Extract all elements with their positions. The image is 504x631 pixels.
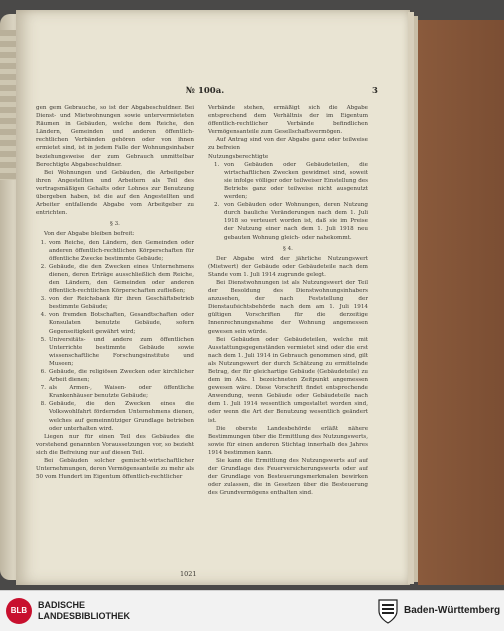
paragraph: Verbände stehen, ermäßigt sich die Abgabe entsprechend dem Verhältnis der im Eigentum öffentlich-rechtlicher Verbände befindlichen Vermögensanteile zum Gesellschaftsvermögen. <box>208 105 368 136</box>
list-item: 6. Gebäude, die religiösen Zwecken oder kirchlicher Arbeit dienen; <box>40 369 194 384</box>
page-number: 3 <box>372 86 378 96</box>
list-item: 8. Gebäude, die den Zwecken eines die Volkswohlfahrt fördernden Unternehmens dienen, welches auf gemeinnütziger Grundlage betrieben oder unterhalten wird. <box>40 401 194 432</box>
paragraph: Bei Wohnungen und Gebäuden, die Arbeitgeber ihren Angestellten und Arbeitern als Teil des vertragsmäßigen Gehalts oder Lohnes zur Benutzung übergeben haben, ist die auf den Angestellten und Arbeiter entfallende Abgabe vom Arbeitgeber zu entrichten. <box>36 169 194 217</box>
list-item: 2. Gebäude, die den Zwecken eines Unternehmens dienen, deren Erträge ausschließlich dem Reiche, den Ländern, den Gemeinden oder anderen öffentlich-rechtlichen Körperschaften zufließen; <box>40 263 194 295</box>
paragraph: Auf Antrag sind von der Abgabe ganz oder teilweise zu befreien <box>208 137 368 152</box>
list-item: 4. von fremden Botschaften, Gesandtschaften oder Konsulaten benutzte Gebäude, sofern Gegenseitigkeit gewährt wird; <box>40 312 194 335</box>
blb-logo[interactable]: BLB <box>6 598 32 624</box>
state-logo-text[interactable]: Baden-Württemberg <box>404 605 501 616</box>
paragraph: Bei Gebäuden solcher gemischt-wirtschaftlicher Unternehmungen, deren Vermögensanteile zu mehr als 50 vom Hundert im Eigentum öffentlich-rechtlicher <box>36 458 194 481</box>
paragraph: Sie kann die Ermittlung des Nutzungswerts auf auf der Grundlage des Feuerversicherungswerts oder auf der Grundlage von Besteuerungsmerkmalen bewirken oder zulassen, die in Gesetzen über die Besteuerung des Grundvermögens enthalten sind. <box>208 458 368 497</box>
left-text-column <box>36 104 194 580</box>
library-name-line1: BADISCHE <box>38 600 86 610</box>
section-heading: § 3. <box>110 221 120 228</box>
list-item: 1. vom Reiche, den Ländern, den Gemeinden oder anderen öffentlich-rechtlichen Körperschaften für öffentliche Zwecke bestimmte Gebäude; <box>40 239 194 262</box>
list-item: 5. Universitäts- und andere zum öffentlichen Unterrichte bestimmte Gebäude sowie wissenschaftliche Forschungsinstitute und Museen; <box>40 336 194 367</box>
paragraph: Der Abgabe wird der jährliche Nutzungswert (Mietwert) der Gebäude oder Gebäudeteile nach dem Stande vom 1. Juli 1914 zugrunde gelegt. <box>208 255 368 278</box>
library-name[interactable] <box>38 600 130 622</box>
book-cover <box>418 20 504 585</box>
list-item: 2. von Gebäuden oder Wohnungen, deren Nutzung durch bauliche Veränderungen nach dem 1. Juli 1918 so verteuert worden ist, daß sie im Preise der Nutzung einer nach dem 1. Juli 1918 neu gebauten Wohnung gleich- oder nahekommt. <box>214 202 368 241</box>
list-item: 3. von der Reichsbank für ihren Geschäftsbetrieb bestimmte Gebäude; <box>40 296 194 311</box>
list-item: 1. von Gebäuden oder Gebäudeteilen, die wirtschaftlichen Zwecken gewidmet sind, soweit sie infolge völliger oder teilweiser Einstellung des Betriebs ganz oder teilweise nicht ausgenutzt werden; <box>214 161 368 201</box>
printed-page-number: 1021 <box>180 570 197 578</box>
viewer-footer-bar <box>0 590 504 631</box>
issue-number: № 100a. <box>185 86 225 96</box>
paragraph: Liegen nur für einen Teil des Gebäudes die vorstehend genannten Voraussetzungen vor, so bezieht sich die Befreiung nur auf diesen Teil. <box>36 433 194 456</box>
section-heading: § 4. <box>283 245 293 252</box>
coat-of-arms-icon <box>376 597 400 625</box>
library-name-line2: LANDESBIBLIOTHEK <box>38 611 130 621</box>
paragraph: Von der Abgabe bleiben befreit: <box>44 231 135 238</box>
right-text-column <box>208 104 368 580</box>
paragraph: Die oberste Landesbehörde erläßt nähere Bestimmungen über die Ermittlung des Nutzungswerts, sowie für einen anderen Stichtag innerhalb des Jahres 1914 bestimmen kann. <box>208 425 368 456</box>
paragraph: Bei Gebäuden oder Gebäudeteilen, welche mit Ausstattungsgegenständen vermietet sind oder die erst nach dem 1. Juli 1914 in Gebrauch genommen sind, gilt als Nutzungswert der durch Schätzung zu ermittelnde Betrag, der für gleichartige Gebäude (Gebäudeteile) zu dem im Abs. 1 bezeichneten Zeitpunkt angemessen gewesen wäre. Diese Vorschrift findet entsprechende Anwendung, wenn Gebäude oder Gebäudeteile nach dem 1. Juli 1914 wesentlich umgestaltet worden sind, oder wenn die Art der Benutzung wesentlich geändert ist. <box>208 336 368 424</box>
paragraph: Bei Dienstwohnungen ist als Nutzungswert der Teil der Besoldung des Dienstwohnungsinhabers anzusehen, der nach Feststellung der Dienstaufsichtsbehörde nach dem am 1. Juli 1914 gültigen Vorschriften für die derzeitige Innenrechnungsnahme der Wohnung angemessen gewesen sein würde. <box>208 279 368 335</box>
paragraph: Nutzungsberechtigte <box>208 153 269 160</box>
paragraph: gen gem Gebrauche, so ist der Abgabeschuldner. Bei Dienst- und Mietwohnungen sowie untervermieteten Räumen in Gebäuden, welche dem Reiche, den Ländern, Gemeinden und anderen öffentlich-rechtlichen Verbänden gehören oder von ihnen ermietet sind, ist in jedem Falle der Wohnungsinhaber beziehungsweise der zum Gebrauch unmittelbar Berechtigte Abgabeschuldner. <box>36 105 194 168</box>
list-item: 7. als Armen-, Waisen- oder öffentliche Krankenhäuser benutzte Gebäude; <box>40 385 194 400</box>
